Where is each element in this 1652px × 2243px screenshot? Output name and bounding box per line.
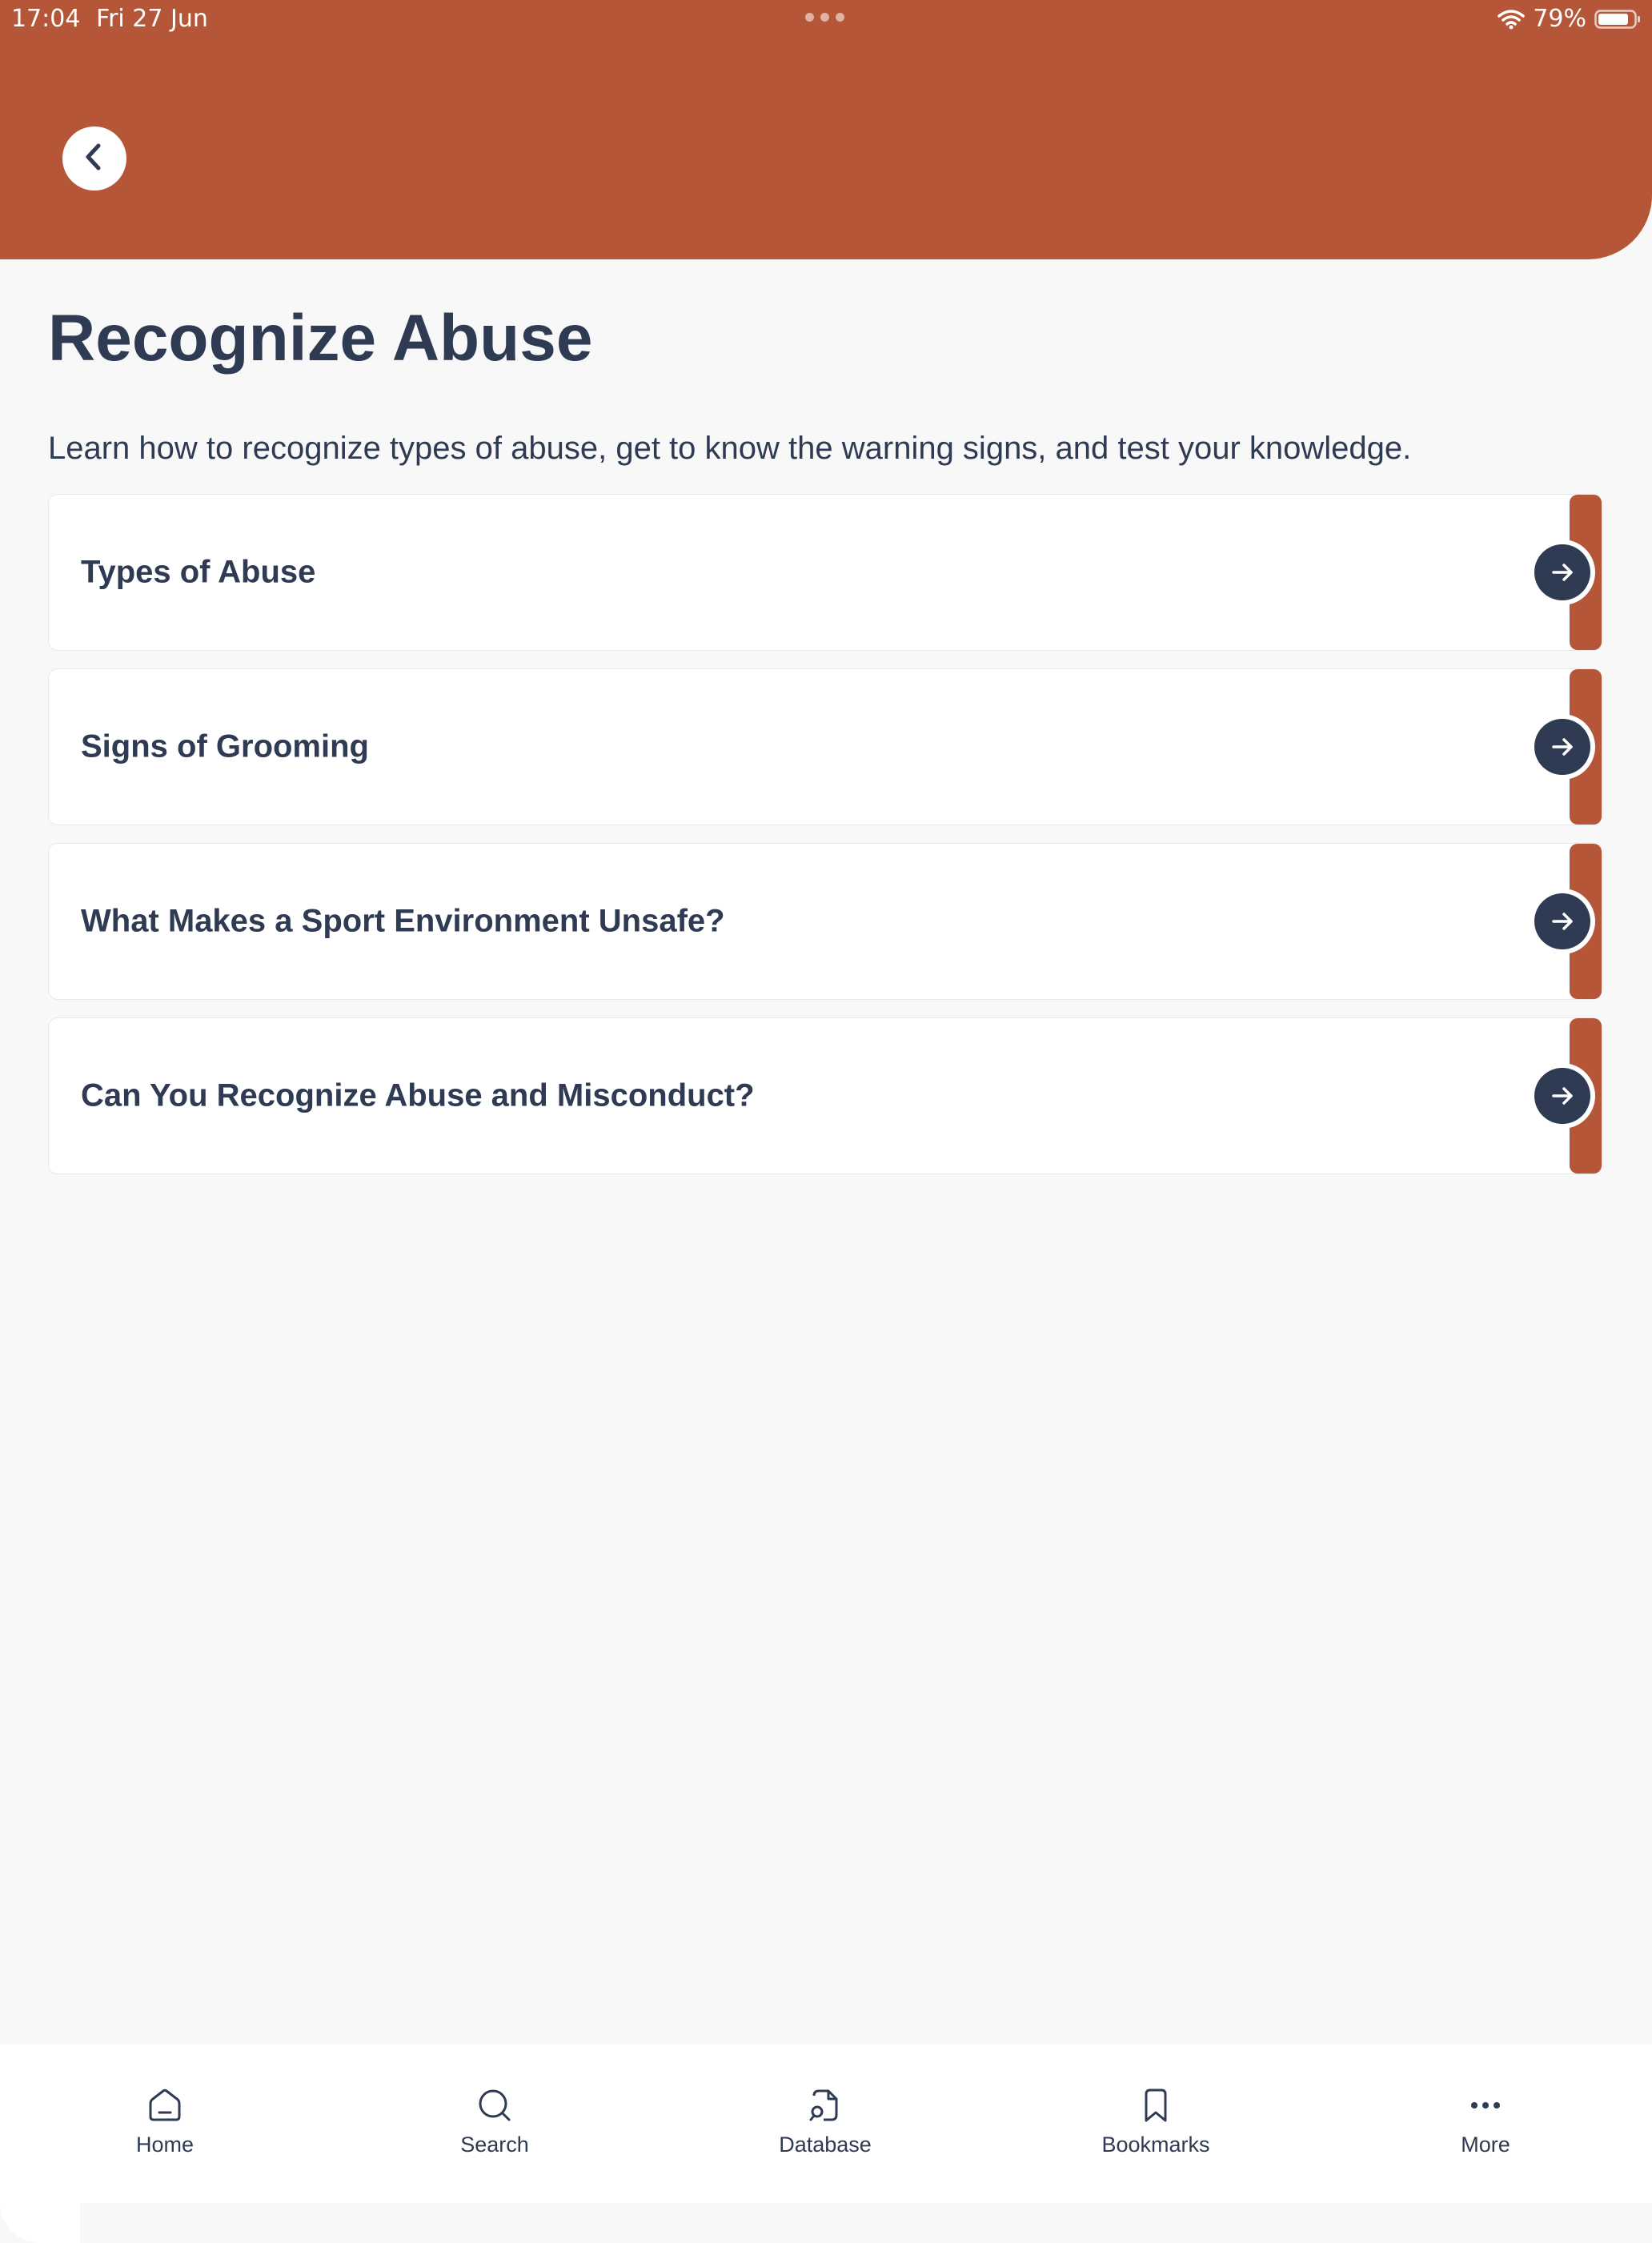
- wifi-icon: [1498, 9, 1525, 30]
- card-label: Types of Abuse: [81, 554, 316, 590]
- more-icon: [1465, 2085, 1506, 2126]
- arrow-right-icon[interactable]: [1530, 540, 1595, 605]
- tab-home[interactable]: [77, 2085, 253, 2157]
- bookmark-icon: [1135, 2085, 1177, 2126]
- status-right: [1498, 5, 1641, 33]
- home-icon: [144, 2085, 186, 2126]
- battery-icon: [1594, 8, 1641, 30]
- page-title: Recognize Abuse: [48, 302, 593, 375]
- tab-label: Bookmarks: [1101, 2133, 1210, 2157]
- card-label: What Makes a Sport Environment Unsafe?: [81, 903, 725, 939]
- screen-corner: [0, 2163, 40, 2203]
- tab-label: Home: [135, 2133, 194, 2157]
- arrow-right-icon[interactable]: [1530, 889, 1595, 954]
- card-recognize-abuse-quiz[interactable]: [48, 1017, 1602, 1174]
- tab-label: More: [1461, 2133, 1510, 2157]
- status-bar: [0, 0, 1652, 40]
- status-time: 17:04: [11, 5, 81, 33]
- tab-label: Search: [460, 2133, 529, 2157]
- tab-search[interactable]: [407, 2085, 583, 2157]
- tab-database[interactable]: [737, 2085, 913, 2157]
- back-button[interactable]: [62, 126, 126, 191]
- topic-card-list: [48, 494, 1602, 1192]
- battery-percentage: 79%: [1533, 5, 1586, 33]
- tab-more[interactable]: [1397, 2085, 1574, 2157]
- chevron-left-icon: [78, 141, 110, 176]
- card-signs-of-grooming[interactable]: [48, 668, 1602, 825]
- tab-bookmarks[interactable]: [1068, 2085, 1244, 2157]
- card-label: Can You Recognize Abuse and Misconduct?: [81, 1077, 755, 1113]
- bottom-tab-bar: [0, 2044, 1652, 2203]
- arrow-right-icon[interactable]: [1530, 1063, 1595, 1129]
- card-label: Signs of Grooming: [81, 728, 369, 764]
- card-unsafe-sport-environment[interactable]: [48, 843, 1602, 1000]
- card-types-of-abuse[interactable]: [48, 494, 1602, 651]
- arrow-right-icon[interactable]: [1530, 714, 1595, 780]
- search-icon: [474, 2085, 515, 2126]
- page-description: Learn how to recognize types of abuse, get to know the warning signs, and test your knowledge.: [48, 431, 1412, 466]
- multitasking-dots[interactable]: [805, 13, 844, 22]
- document-search-icon: [804, 2085, 846, 2126]
- tab-label: Database: [779, 2133, 872, 2157]
- status-date: Fri 27 Jun: [96, 5, 208, 33]
